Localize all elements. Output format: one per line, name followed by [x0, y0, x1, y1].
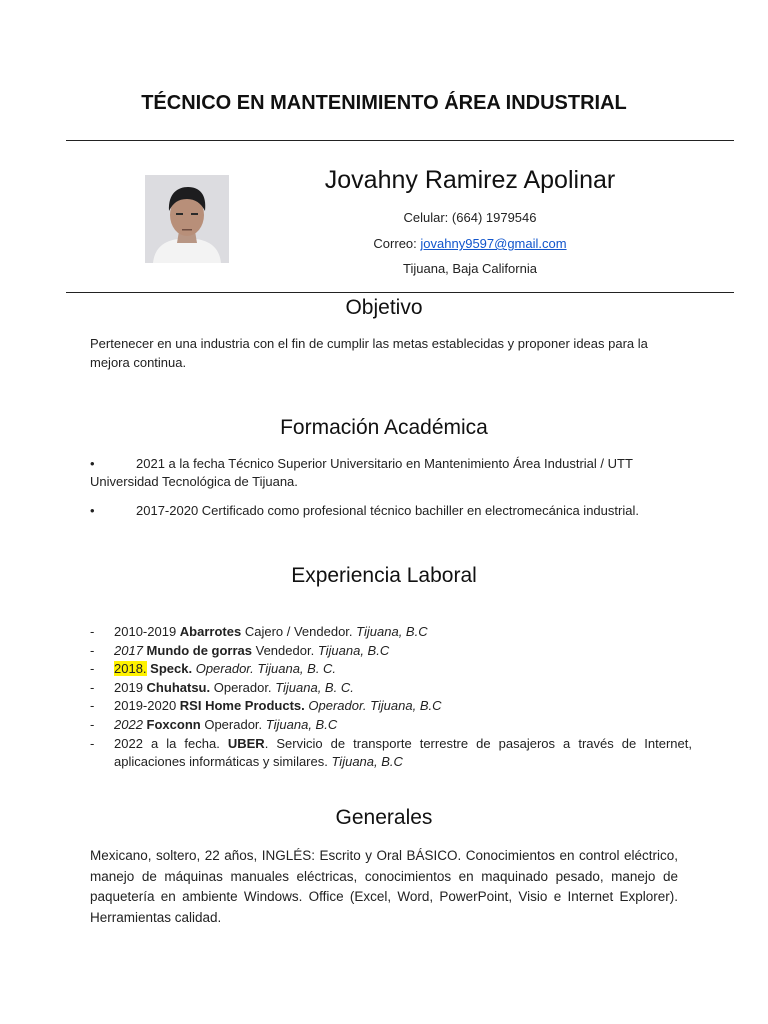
education-item [90, 455, 690, 491]
experience-item: - 2019-2020 RSI Home Products. Operador. Tijuana, B.C [88, 697, 692, 716]
divider-top [66, 140, 734, 141]
location: Tijuana, Baja California [403, 261, 537, 276]
education-item [90, 502, 690, 520]
experience-item: - 2019 Chuhatsu. Operador. Tijuana, B. C. [88, 679, 692, 698]
experience-item: - 2010-2019 Abarrotes Cajero / Vendedor. Tijuana, B.C [88, 623, 692, 642]
experience-item: - 2022 Foxconn Operador. Tijuana, B.C [88, 716, 692, 735]
objective-heading: Objetivo [345, 296, 423, 319]
experience-item: - 2022 a la fecha. UBER. Servicio de transporte terrestre de pasajeros a través de Internet, aplicaciones informáticas y similares. Tijuana, B.C [88, 735, 692, 772]
objective-text: Pertenecer en una industria con el fin de cumplir las metas establecidas y proponer ideas para la mejora continua. [90, 336, 648, 370]
phone-value: (664) 1979546 [451, 210, 537, 225]
phone-label: Celular: [403, 210, 449, 225]
experience-item: - 2018. Speck. Operador. Tijuana, B. C. [88, 660, 692, 679]
bullet-marker: • [90, 456, 95, 471]
general-text: Mexicano, soltero, 22 años, INGLÉS: Escrito y Oral BÁSICO. Conocimientos en control eléctrico, manejo de máquinas manuales eléctricas, conocimientos en maquinado pesado, manejo de paquetería en ambiente Windows. Office (Excel, Word, PowerPoint, Visio e Internet Explorer). Herramientas calidad. [90, 848, 678, 925]
bullet-marker: • [90, 503, 95, 518]
experience-heading: Experiencia Laboral [291, 564, 477, 587]
profile-photo [145, 175, 229, 263]
general-heading: Generales [335, 806, 433, 829]
education-heading: Formación Académica [280, 416, 488, 439]
education-item-text: 2017-2020 Certificado como profesional técnico bachiller en electromecánica industrial. [136, 503, 639, 518]
divider-header [66, 292, 734, 293]
experience-item: - 2017 Mundo de gorras Vendedor. Tijuana, B.C [88, 642, 692, 661]
document-title: TÉCNICO EN MANTENIMIENTO ÁREA INDUSTRIAL [141, 92, 627, 114]
experience-list [88, 623, 692, 772]
education-item-text: 2021 a la fecha Técnico Superior Universitario en Mantenimiento Área Industrial / UTT Universidad Tecnológica de Tijuana. [90, 456, 633, 489]
email-line [250, 236, 690, 251]
email-label: Correo: [373, 236, 417, 251]
candidate-name: Jovahny Ramirez Apolinar [324, 166, 616, 194]
highlighted-date: 2018. [114, 661, 147, 677]
email-link[interactable]: jovahny9597@gmail.com [420, 236, 567, 251]
phone-line [250, 210, 690, 225]
